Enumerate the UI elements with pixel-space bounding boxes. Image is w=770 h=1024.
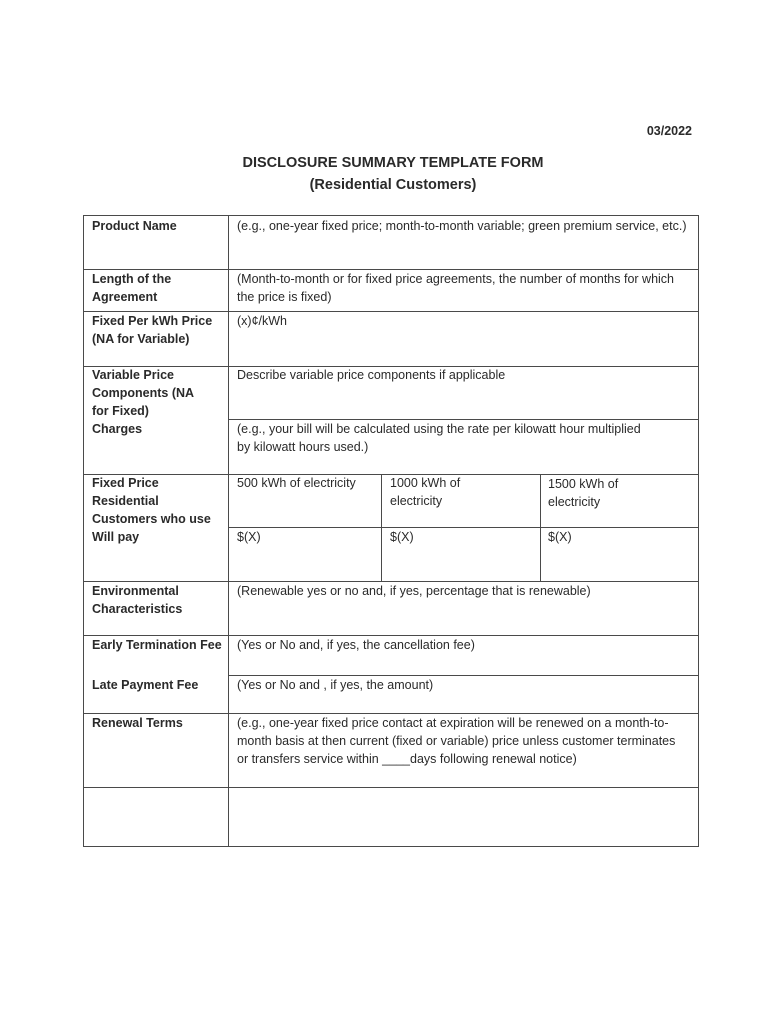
- fixed-kwh-price-label: Fixed Per kWh Price (NA for Variable): [92, 314, 213, 346]
- renewal-terms-value: (e.g., one-year fixed price contact at expiration will be renewed on a month-to-month basis at then current (fixed or variable) price unless customer terminates or transfers service within ____days following renewal notice): [237, 716, 676, 766]
- form-title: DISCLOSURE SUMMARY TEMPLATE FORM: [242, 155, 544, 171]
- agreement-length-value: (Month-to-month or for fixed price agreements, the number of months for which the price is fixed): [237, 272, 674, 304]
- kwh-column-divider: [540, 474, 541, 581]
- kwh-column-divider: [381, 474, 382, 581]
- variable-price-value: Describe variable price components if applicable: [237, 368, 506, 382]
- disclosure-table: [83, 215, 699, 847]
- kwh-1500-header: 1500 kWh of electricity: [548, 477, 619, 509]
- variable-price-label: Variable Price Components (NA for Fixed): [92, 368, 194, 418]
- fixed-kwh-price-value: (x)¢/kWh: [237, 314, 287, 328]
- row-divider: [83, 787, 699, 788]
- column-divider: [228, 215, 229, 847]
- late-payment-label: Late Payment Fee: [92, 678, 199, 692]
- charges-label: Charges: [92, 422, 143, 436]
- form-subtitle: (Residential Customers): [309, 177, 477, 193]
- early-termination-value: (Yes or No and, if yes, the cancellation fee): [237, 638, 475, 652]
- table-border-bottom: [83, 846, 699, 847]
- late-payment-value: (Yes or No and , if yes, the amount): [237, 678, 434, 692]
- table-border-right: [698, 215, 699, 847]
- document-date: 03/2022: [646, 124, 692, 138]
- fixed-price-pay-label: Fixed Price Residential Customers who use Will pay: [92, 476, 211, 544]
- environmental-value: (Renewable yes or no and, if yes, percentage that is renewable): [237, 584, 591, 598]
- charges-value: (e.g., your bill will be calculated using the rate per kilowatt hour multiplied by kilowatt hours used.): [237, 422, 641, 454]
- environmental-label: Environmental Characteristics: [92, 584, 183, 616]
- renewal-terms-label: Renewal Terms: [92, 716, 183, 730]
- kwh-1000-header: 1000 kWh of electricity: [390, 476, 461, 508]
- product-name-value: (e.g., one-year fixed price; month-to-month variable; green premium service, etc.): [237, 219, 687, 233]
- kwh-500-value: $(X): [237, 530, 261, 544]
- agreement-length-label: Length of the Agreement: [92, 272, 172, 304]
- early-termination-label: Early Termination Fee: [92, 638, 222, 652]
- table-border-left: [83, 215, 84, 847]
- kwh-500-header: 500 kWh of electricity: [237, 476, 356, 490]
- table-border-top: [83, 215, 699, 216]
- product-name-label: Product Name: [92, 219, 177, 233]
- kwh-1500-value: $(X): [548, 530, 572, 544]
- kwh-1000-value: $(X): [390, 530, 414, 544]
